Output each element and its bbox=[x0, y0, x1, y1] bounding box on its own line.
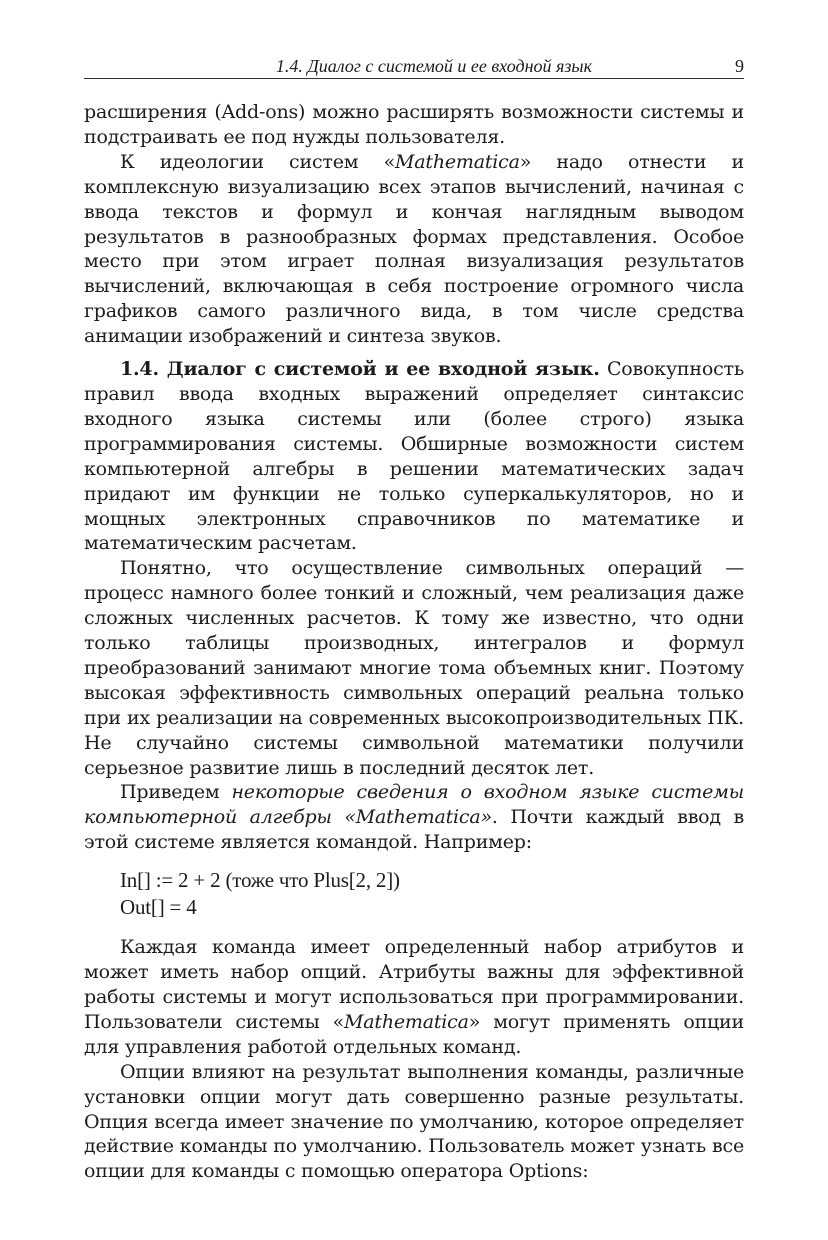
page-number: 9 bbox=[735, 56, 744, 76]
paragraph-section-1-4 bbox=[84, 357, 744, 556]
text-run: » могут применять опции для управления работой отдельных команд. bbox=[84, 1010, 744, 1058]
text-run: К идеологии систем « bbox=[120, 150, 396, 173]
paragraph-input-language bbox=[84, 780, 744, 855]
input-line: In[] := 2 + 2 (тоже что Plus[2, 2]) bbox=[120, 868, 400, 893]
paragraph-options: Опции влияют на результат выполнения команды, различные установки опции могут дать совершенно разные результаты. Опция всегда имеет значение по умолчанию, которое определяет действие команды по умолчанию. Пользователь может узнать все опции для команды с помощью оператора Options: bbox=[84, 1060, 744, 1183]
paragraph-addons: расширения (Add-ons) можно расширять возможности системы и подстраивать ее под нужды пользователя. bbox=[84, 101, 744, 148]
code-example bbox=[120, 867, 744, 921]
text-run: Совокупность правил ввода входных выражений определяет синтаксис входного языка системы или (более строго) языка программирования системы. Обширные возможности систем компьютерной алгебры в решении математических задач придают им функции не только суперкалькуляторов, но и мощных электронных справочников по математике и математическим расчетам. bbox=[84, 358, 744, 555]
section-heading: 1.4. Диалог с системой и ее входной язык. bbox=[120, 358, 600, 381]
page-body bbox=[84, 100, 744, 1184]
text-run: » надо отнести и комплексную визуализацию всех этапов вычислений, начиная с ввода текстов и формул и кончая наглядным выводом результатов в разнообразных формах представления. Особое место при этом играет полная визуализация результатов вычислений, включающая в себя построение огромного числа графиков самого различного вида, в том числе средства анимации изображений и синтеза звуков. bbox=[84, 150, 745, 348]
italic-phrase: некоторые сведения о входном языке системы компьютерной алгебры «Mathematica» bbox=[84, 781, 744, 829]
paragraph-attributes bbox=[84, 935, 744, 1060]
running-title: 1.4. Диалог с системой и ее входной язык bbox=[275, 56, 592, 76]
text-run: Приведем bbox=[120, 781, 232, 804]
text-run: Каждая команда имеет определенный набор атрибутов и может иметь набор опций. Атрибуты важны для эффективной работы системы и могут использоваться при программировании. Пользователи системы « bbox=[84, 936, 744, 1033]
paragraph-symbolic-ops: Понятно, что осуществление символьных операций — процесс намного более тонкий и сложный, чем реализация даже сложных численных расчетов. К тому же известно, что одни только таблицы производных, интегралов и формул преобразований занимают многие тома объемных книг. Поэтому высокая эффективность символьных операций реальна только при их реализации на современных высокопроизводительных ПК. Не случайно системы символьной математики получили серьезное развитие лишь в последний десяток лет. bbox=[84, 557, 744, 779]
mathematica-name: Mathematica bbox=[344, 1010, 469, 1033]
mathematica-name: Mathematica bbox=[395, 150, 520, 173]
output-line: Out[] = 4 bbox=[120, 895, 197, 920]
running-header bbox=[84, 52, 744, 79]
paragraph-ideology bbox=[84, 150, 744, 349]
text-run: . Почти каждый ввод в этой системе является командой. Например: bbox=[84, 806, 745, 854]
